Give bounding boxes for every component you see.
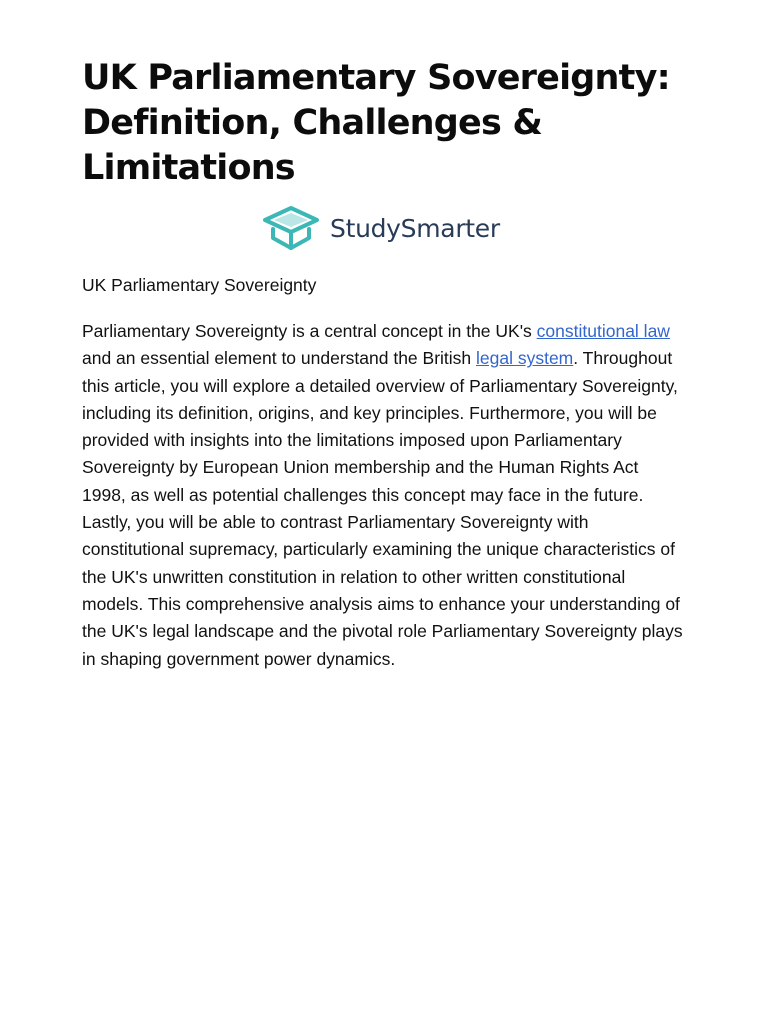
section-subheading: UK Parliamentary Sovereignty — [82, 275, 317, 295]
paragraph-text-2: and an essential element to understand the British — [82, 348, 476, 369]
page-title: UK Parliamentary Sovereignty: Definition, Challenges & Limitations — [82, 58, 670, 188]
document-page — [82, 56, 686, 669]
paragraph-text-1: Parliamentary Sovereignty is a central concept in the UK's — [82, 321, 537, 341]
legal-system-link[interactable]: legal system — [476, 348, 574, 369]
logo-text: StudySmarter — [330, 213, 500, 243]
intro-paragraph — [82, 318, 686, 673]
paragraph-text-3: . Throughout this article, you will explore a detailed overview of Parliamentary Sovereignty, including its definition, origins, and key principles. Furthermore, you will be provided with insights into the limitations imposed upon Parliamentary Sovereignty by European Union membership and the Human Rights Act 1998, as well as potential challenges this concept may face in the future. Lastly, you will be able to contrast Parliamentary Sovereignty with constitutional supremacy, particularly examining the unique characteristics of the UK's unwritten constitution in relation to other written constitutional models. This comprehensive analysis aims to enhance your understanding of the UK's legal landscape and the pivotal role Parliamentary Sovereignty plays in shaping government power dynamics. — [82, 348, 683, 669]
constitutional-law-link[interactable]: constitutional law — [536, 321, 670, 341]
studysmarter-box-icon — [260, 205, 322, 251]
studysmarter-logo — [260, 204, 500, 252]
